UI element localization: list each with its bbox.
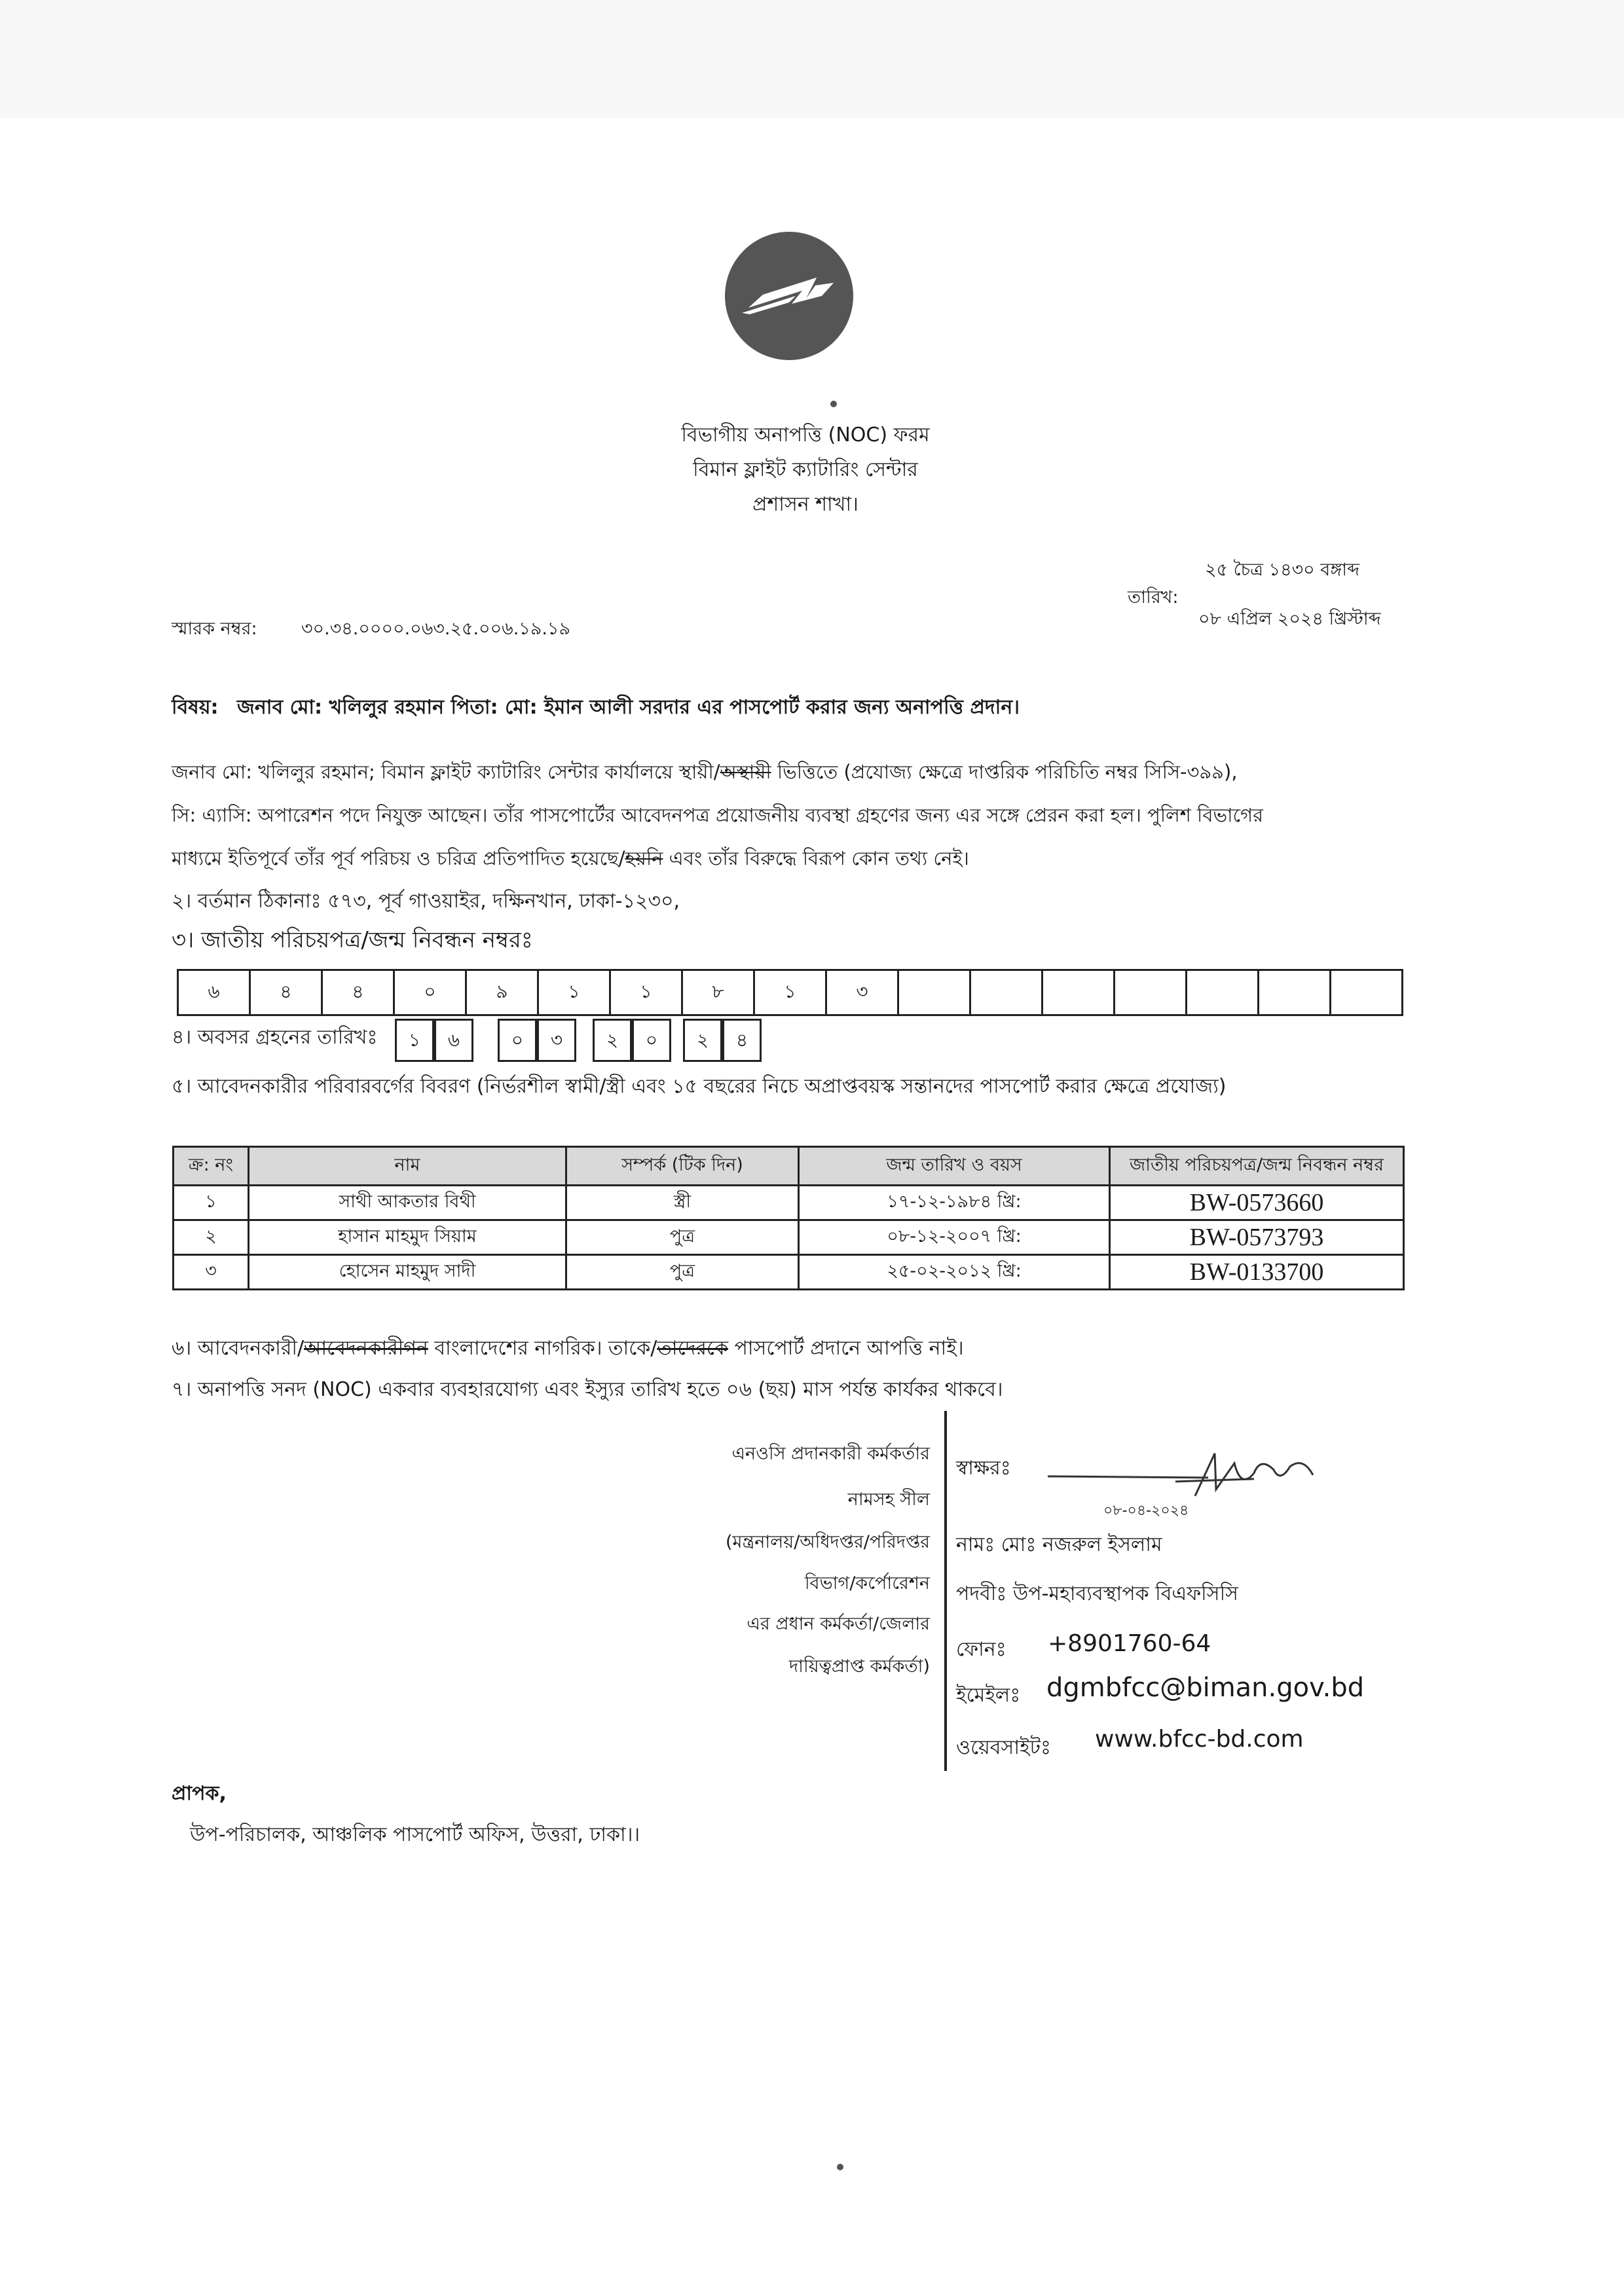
website-value: www.bfcc-bd.com	[1095, 1726, 1304, 1753]
name-cell: হাসান মাহমুদ সিয়াম	[249, 1220, 566, 1255]
retire-digit: ১	[395, 1019, 434, 1062]
nid-digit-cell	[1187, 970, 1259, 1015]
officer-left-line: (মন্ত্রনালয়/অধিদপ্তর/পরিদপ্তর	[725, 1532, 930, 1552]
biman-logo-icon	[724, 230, 855, 361]
nid-digit-cell: ১	[610, 970, 682, 1015]
nid-digit-cell: ১	[754, 970, 826, 1015]
item2-address: ২। বর্তমান ঠিকানাঃ ৫৭৩, পূর্ব গাওয়াইর, দক্ষিনখান, ঢাকা-১২৩০,	[172, 890, 680, 913]
memo-number: ৩০.৩৪.০০০০.০৬৩.২৫.০০৬.১৯.১৯	[301, 619, 570, 639]
branch-name: প্রশাসন শাখা।	[752, 493, 858, 516]
column-header: জন্ম তারিখ ও বয়স	[799, 1147, 1110, 1186]
item7-validity: ৭। অনাপত্তি সনদ (NOC) একবার ব্যবহারযোগ্য এবং ইস্যুর তারিখ হতে ০৬ (ছয়) মাস পর্যন্ত কার্যকর থাকবে।	[172, 1378, 1003, 1401]
email-value: dgmbfcc@biman.gov.bd	[1046, 1673, 1365, 1703]
retire-digit: ২	[683, 1019, 722, 1062]
officer-left-line: নামসহ সীল	[847, 1489, 930, 1510]
name-cell: হোসেন মাহমুদ সাদী	[249, 1255, 566, 1290]
nid-digit-cell	[1043, 970, 1115, 1015]
officer-divider	[944, 1411, 947, 1771]
item4-retire-label: ৪। অবসর গ্রহনের তারিখঃ	[172, 1026, 378, 1049]
officer-left-line: দায়িত্বপ্রাপ্ত কর্মকর্তা)	[789, 1656, 930, 1677]
nid-digit-cell: ০	[394, 970, 466, 1015]
retire-digit: ০	[632, 1019, 671, 1062]
body-para-line1	[172, 750, 1238, 793]
dob-cell: ০৮-১২-২০০৭ খ্রি:	[799, 1220, 1110, 1255]
para1-line3-a: মাধ্যমে ইতিপূর্বে তাঁর পূর্ব পরিচয় ও চরিত্র প্রতিপাদিত হয়েছে/	[172, 847, 625, 869]
nid-cell: BW-0573793	[1110, 1220, 1404, 1255]
nid-digit-cell	[970, 970, 1043, 1015]
item6-struck-2: তাদেরকে	[657, 1337, 728, 1360]
retire-digit: ০	[498, 1019, 537, 1062]
body-para-line2: সি: এ্যাসি: অপারেশন পদে নিযুক্ত আছেন। তাঁর পাসপোর্টের আবেদনপত্র প্রয়োজনীয় ব্যবস্থা গ্রহণের জন্য এর সঙ্গে প্রেরন করা হল। পুলিশ বিভাগের	[172, 804, 1264, 826]
nid-digit-cell	[1115, 970, 1187, 1015]
serial-cell: ২	[174, 1220, 249, 1255]
retire-digit: ৪	[722, 1019, 762, 1062]
para1-text-a: জনাব মো: খলিলুর রহমান; বিমান ফ্লাইট ক্যাটারিং সেন্টার কার্যালয়ে স্থায়ী/	[172, 761, 720, 783]
org-name: বিমান ফ্লাইট ক্যাটারিং সেন্টার	[693, 458, 918, 481]
dob-cell: ২৫-০২-২০১২ খ্রি:	[799, 1255, 1110, 1290]
column-header: ক্র: নং	[174, 1147, 249, 1186]
signature-label: স্বাক্ষরঃ	[956, 1457, 1011, 1480]
nid-digit-cell: ৩	[826, 970, 898, 1015]
bangla-date: ২৫ চৈত্র ১৪৩০ বঙ্গাব্দ	[1205, 560, 1360, 580]
item6-b: বাংলাদেশের নাগরিক। তাকে/	[428, 1337, 657, 1360]
form-title: বিভাগীয় অনাপত্তি (NOC) ফরম	[681, 424, 930, 446]
officer-left-line: এর প্রধান কর্মকর্তা/জেলার	[747, 1614, 930, 1634]
column-header: সম্পর্ক (টিক দিন)	[566, 1147, 799, 1186]
serial-cell: ৩	[174, 1255, 249, 1290]
item3-nid-label: ৩। জাতীয় পরিচয়পত্র/জন্ম নিবন্ধন নম্বরঃ	[172, 927, 533, 953]
para1-struck: অস্থায়ী	[720, 761, 771, 783]
nid-digit-cell	[898, 970, 970, 1015]
dob-cell: ১৭-১২-১৯৮৪ খ্রি:	[799, 1186, 1110, 1220]
para1-text-b: ভিত্তিতে (প্রযোজ্য ক্ষেত্রে দাপ্তরিক পরিচিতি নম্বর সিসি-৩৯৯),	[771, 761, 1238, 783]
table-header-row	[174, 1147, 1404, 1186]
family-table	[172, 1146, 1405, 1290]
nid-digit-cell: ১	[538, 970, 610, 1015]
signature-date: ০৮-০৪-২০২৪	[1103, 1503, 1189, 1519]
item6-citizenship	[172, 1332, 964, 1366]
nid-digit-cell: ৮	[682, 970, 754, 1015]
table-row	[174, 1220, 1404, 1255]
body-para-line3	[172, 837, 969, 880]
officer-left-line: বিভাগ/কর্পোরেশন	[804, 1573, 930, 1594]
column-header: জাতীয় পরিচয়পত্র/জন্ম নিবন্ধন নম্বর	[1110, 1147, 1404, 1186]
website-label: ওয়েবসাইটঃ	[956, 1736, 1051, 1759]
relation-cell: পুত্র	[566, 1255, 799, 1290]
recipient-address: উপ-পরিচালক, আঞ্চলিক পাসপোর্ট অফিস, উত্তরা, ঢাকা।।	[190, 1823, 640, 1846]
nid-cell: BW-0573660	[1110, 1186, 1404, 1220]
nid-digit-cell: ৬	[178, 970, 250, 1015]
subject-text: জনাব মো: খলিলুর রহমান পিতা: মো: ইমান আলী সরদার এর পাসপোর্ট করার জন্য অনাপত্তি প্রদান।	[237, 696, 1020, 719]
date-label: তারিখ:	[1128, 587, 1179, 608]
nid-digit-grid	[177, 969, 1403, 1016]
nid-digit-cell: ৪	[322, 970, 394, 1015]
scan-speck	[837, 2164, 843, 2170]
relation-cell: স্ত্রী	[566, 1186, 799, 1220]
nid-digit-cell	[1331, 970, 1403, 1015]
officer-name: নামঃ মোঃ নজরুল ইসলাম	[956, 1533, 1162, 1556]
memo-label: স্মারক নম্বর:	[172, 619, 257, 639]
scan-speck	[830, 401, 837, 407]
serial-cell: ১	[174, 1186, 249, 1220]
nid-cell: BW-0133700	[1110, 1255, 1404, 1290]
subject-label: বিষয়:	[172, 696, 219, 719]
table-row	[174, 1255, 1404, 1290]
nid-digit-cell: ৯	[466, 970, 538, 1015]
relation-cell: পুত্র	[566, 1220, 799, 1255]
email-label: ইমেইলঃ	[956, 1684, 1021, 1707]
retire-digit: ৬	[434, 1019, 473, 1062]
retire-digit: ৩	[537, 1019, 576, 1062]
para1-line3-struck: হয়নি	[625, 847, 663, 869]
english-date: ০৮ এপ্রিল ২০২৪ খ্রিস্টাব্দ	[1198, 609, 1381, 629]
phone-label: ফোনঃ	[956, 1638, 1006, 1661]
signature-icon	[1044, 1450, 1320, 1503]
scan-top-band	[0, 0, 1624, 118]
officer-designation: পদবীঃ উপ-মহাব্যবস্থাপক বিএফসিসি	[956, 1582, 1238, 1605]
item6-c: পাসপোর্ট প্রদানে আপত্তি নাই।	[728, 1337, 964, 1360]
item5-family-label: ৫। আবেদনকারীর পরিবারবর্গের বিবরণ (নির্ভরশীল স্বামী/স্ত্রী এবং ১৫ বছরের নিচে অপ্রাপ্তবয়স্ক সন্তানদের পাসপোর্ট করার ক্ষেত্রে প্রযোজ্য)	[172, 1075, 1227, 1098]
item6-a: ৬। আবেদনকারী/	[172, 1337, 304, 1360]
item6-struck: আবেদনকারীগন	[304, 1337, 428, 1360]
table-row	[174, 1186, 1404, 1220]
retire-digit: ২	[593, 1019, 632, 1062]
nid-digit-cell	[1259, 970, 1331, 1015]
recipient-label: প্রাপক,	[172, 1782, 227, 1805]
phone-value: +8901760-64	[1048, 1630, 1211, 1657]
officer-left-line: এনওসি প্রদানকারী কর্মকর্তার	[731, 1444, 930, 1464]
name-cell: সাথী আকতার বিথী	[249, 1186, 566, 1220]
nid-digit-cell: ৪	[250, 970, 322, 1015]
para1-line3-b: এবং তাঁর বিরুদ্ধে বিরূপ কোন তথ্য নেই।	[663, 847, 969, 869]
column-header: নাম	[249, 1147, 566, 1186]
